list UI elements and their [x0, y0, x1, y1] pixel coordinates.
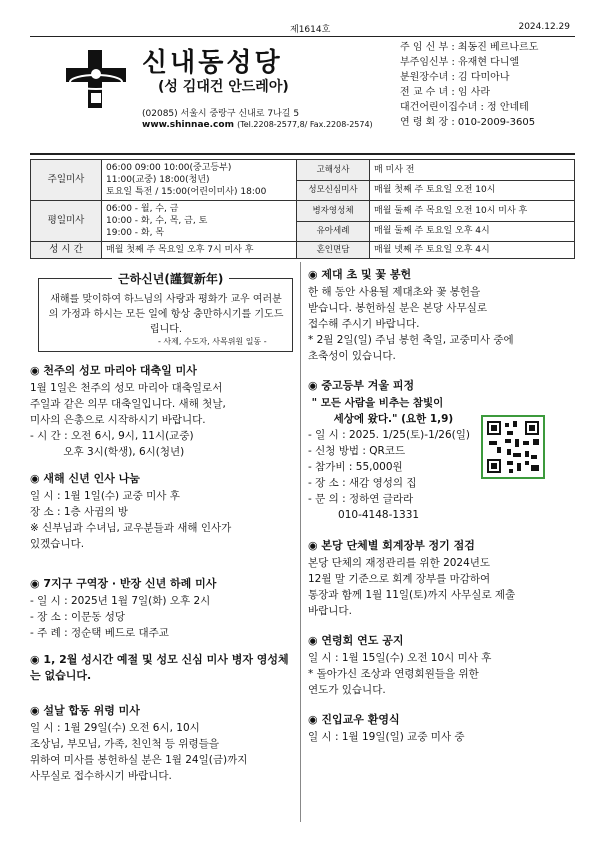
greeting-signature: - 사제, 수도자, 사목위원 일동 - — [158, 337, 267, 346]
notice-line: 한 해 동안 사용될 제대초와 꽃 봉헌을 — [308, 286, 481, 298]
notice-line: 위하여 미사를 봉헌하실 분은 1월 24일(금)까지 — [30, 754, 248, 766]
staff-list — [400, 40, 538, 130]
notice-line: 연도가 있습니다. — [308, 684, 386, 696]
website-link[interactable]: www.shinnae.com — [142, 120, 234, 130]
top-divider — [30, 36, 575, 37]
notice-line: - 일 시 : 2025년 1월 7일(화) 오후 2시 — [30, 595, 211, 607]
staff-line: 부주임신부 : 유재현 다니엘 — [400, 57, 520, 68]
notice-title: ◉ 연령회 연도 공지 — [308, 634, 404, 647]
notice-accounting-check — [308, 537, 578, 619]
notice-new-year-greeting — [30, 470, 300, 552]
sacred-heart-time: 매월 첫째 주 토요일 오전 10시 — [370, 180, 575, 201]
holy-hour-label: 성 시 간 — [31, 242, 102, 259]
staff-line: 전 교 수 녀 : 임 사라 — [400, 87, 491, 98]
qr-code-icon[interactable] — [481, 415, 545, 479]
notice-quote: 세상에 왔다." (요한 1,9) — [308, 413, 454, 425]
notice-line: - 일 시 : 2025. 1/25(토)-1/26(일) — [308, 429, 470, 441]
notice-line: 주일과 같은 의무 대축일입니다. 새해 첫날, — [30, 398, 226, 410]
church-website[interactable] — [142, 120, 373, 130]
notice-altar-candles — [308, 266, 578, 364]
notice-memorial-prayer — [308, 632, 578, 698]
notice-line: * 2월 2일(일) 주님 봉헌 축일, 교중미사 중에 — [308, 334, 514, 346]
notice-line: - 문 의 : 정하연 글라라 — [308, 493, 414, 505]
church-address: (02085) 서울시 중랑구 신내로 7나길 5 — [142, 109, 300, 119]
church-name: 신내동성당 — [142, 48, 283, 78]
staff-line: 주 임 신 부 : 최동진 베르나르도 — [400, 42, 539, 53]
notice-line: 바랍니다. — [308, 605, 352, 617]
notice-newcomer-welcome — [308, 711, 578, 745]
holy-hour-time: 매월 첫째 주 목요일 오후 7시 미사 후 — [102, 242, 297, 259]
notice-line: 010-4148-1331 — [308, 509, 420, 521]
notice-title: ◉ 제대 초 및 꽃 봉헌 — [308, 268, 412, 281]
column-divider — [300, 262, 301, 822]
notice-line: 장 소 : 1층 사귐의 방 — [30, 506, 128, 518]
weekday-line: 10:00 - 화, 수, 목, 금, 토 — [106, 216, 208, 226]
notice-line: 12월 말 기준으로 회계 장부를 마감하여 — [308, 573, 491, 585]
notice-line: 초축성이 있습니다. — [308, 350, 396, 362]
notice-line: - 신청 방법 : QR코드 — [308, 445, 406, 457]
greeting-text: 새해를 맞이하여 하느님의 사랑과 평화가 교우 여러분의 가정과 하시는 모든 일에 항상 충만하시기를 기도드립니다. — [48, 294, 284, 335]
notice-line: - 시 간 : 오전 6시, 9시, 11시(교중) — [30, 430, 194, 442]
notice-lunar-new-year-mass — [30, 702, 300, 784]
notice-line: 사무실로 접수하시기 바랍니다. — [30, 770, 172, 782]
sunday-mass-times — [102, 160, 297, 201]
notice-line: 일 시 : 1월 1일(수) 교중 미사 후 — [30, 490, 180, 502]
notice-line: 오후 3시(학생), 6시(청년) — [30, 446, 185, 458]
staff-line: 대건어린이집수녀 : 정 안네테 — [400, 102, 529, 113]
notice-title: ◉ 7지구 구역장 · 반장 신년 하례 미사 — [30, 577, 217, 590]
infant-baptism-time: 매월 둘째 주 토요일 오후 4시 — [370, 221, 575, 242]
notice-title: ◉ 천주의 성모 마리아 대축일 미사 — [30, 364, 197, 377]
infant-baptism-label: 유아세례 — [297, 221, 370, 242]
notice-line: - 장 소 : 새감 영성의 집 — [308, 477, 417, 489]
staff-line: 연 령 회 장 : 010-2009-3605 — [400, 117, 536, 128]
sacred-heart-label: 성모신심미사 — [297, 180, 370, 201]
confession-time: 매 미사 전 — [370, 160, 575, 181]
marriage-time: 매월 넷째 주 토요일 오후 4시 — [370, 242, 575, 259]
notice-line: 접수해 주시기 바랍니다. — [308, 318, 420, 330]
notice-title: ◉ 진입교우 환영식 — [308, 713, 400, 726]
staff-line: 분원장수녀 : 김 다미아나 — [400, 72, 510, 83]
weekday-line: 19:00 - 화, 목 — [106, 228, 165, 238]
notice-district-mass — [30, 575, 300, 641]
sunday-line: 토요일 특전 / 15:00(어린이미사) 18:00 — [106, 187, 267, 197]
sunday-line: 06:00 09:00 10:00(중고등부) — [106, 163, 232, 173]
header-divider — [30, 153, 575, 155]
notice-line: 일 시 : 1월 29일(수) 오전 6시, 10시 — [30, 722, 200, 734]
notice-title: ◉ 본당 단체별 회계장부 정기 점검 — [308, 539, 475, 552]
notice-line: 받습니다. 봉헌하실 분은 본당 사무실로 — [308, 302, 487, 314]
sunday-mass-label: 주일미사 — [31, 160, 102, 201]
notice-line: 미사의 은총으로 시작하시기 바랍니다. — [30, 414, 206, 426]
notice-title: ◉ 새해 신년 인사 나눔 — [30, 472, 140, 485]
notice-line: * 돌아가신 조상과 연령회원들을 위한 — [308, 668, 479, 680]
anointing-label: 병자영성체 — [297, 201, 370, 222]
notice-line: - 주 례 : 정순택 베드로 대주교 — [30, 627, 169, 639]
notice-line: - 참가비 : 55,000원 — [308, 461, 403, 473]
church-phone: (Tel.2208-2577,8/ Fax.2208-2574) — [237, 120, 373, 129]
weekday-line: 06:00 - 월, 수, 금 — [106, 204, 179, 214]
marriage-label: 혼인면담 — [297, 242, 370, 259]
notice-line: 있겠습니다. — [30, 538, 85, 550]
church-logo-icon — [62, 48, 130, 110]
issue-date: 2024.12.29 — [518, 22, 570, 32]
mass-schedule-table — [30, 159, 575, 259]
notice-line: 본당 단체의 재정관리를 위한 2024년도 — [308, 557, 491, 569]
notice-line: 일 시 : 1월 19일(일) 교중 미사 중 — [308, 731, 465, 743]
notice-line: 조상님, 부모님, 가족, 친인척 등 위령들을 — [30, 738, 219, 750]
notice-no-holy-hour — [30, 652, 292, 686]
sunday-line: 11:00(교중) 18:00(청년) — [106, 175, 210, 185]
greeting-title: 근하신년(謹賀新年) — [112, 270, 229, 287]
notice-line: 1월 1일은 천주의 성모 마리아 대축일로서 — [30, 382, 223, 394]
notice-line: 일 시 : 1월 15일(수) 오전 10시 미사 후 — [308, 652, 492, 664]
issue-number: 제1614호 — [290, 25, 331, 35]
church-subtitle: (성 김대건 안드레아) — [158, 79, 289, 95]
notice-title: ◉ 중고등부 겨울 피정 — [308, 379, 415, 392]
notice-line: ※ 신부님과 수녀님, 교우분들과 새해 인사가 — [30, 522, 232, 534]
weekday-mass-times — [102, 201, 297, 242]
notice-line: - 장 소 : 이문동 성당 — [30, 611, 126, 623]
weekday-mass-label: 평일미사 — [31, 201, 102, 242]
notice-title: ◉ 1, 2월 성시간 예절 및 성모 신심 미사 병자 영성체는 없습니다. — [30, 653, 289, 682]
notice-title: ◉ 설날 합동 위령 미사 — [30, 704, 140, 717]
anointing-time: 매월 둘째 주 목요일 오전 10시 미사 후 — [370, 201, 575, 222]
notice-theotokos-mass — [30, 362, 300, 460]
confession-label: 고해성사 — [297, 160, 370, 181]
notice-line: 통장과 함께 1월 11일(토)까지 사무실로 제출 — [308, 589, 516, 601]
notice-quote: " 모든 사람을 비추는 참빛이 — [308, 397, 444, 409]
